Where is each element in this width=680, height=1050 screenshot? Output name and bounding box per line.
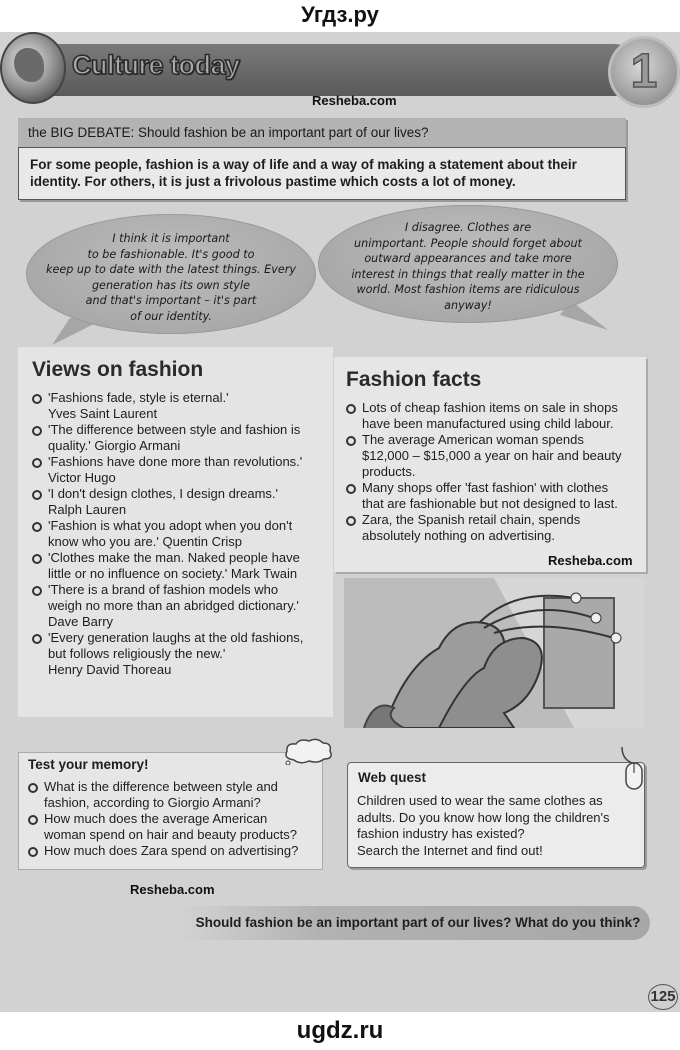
list-item: 'Fashion is what you adopt when you don't know who you are.' Quentin Crisp — [30, 518, 330, 550]
web-quest-line: Search the Internet and find out! — [357, 842, 543, 858]
list-item: What is the difference between style and fashion, according to Giorgio Armani? — [26, 779, 321, 811]
list-item: 'Every generation laughs at the old fashions, but follows religiously the new.' Henry David Thoreau — [30, 630, 330, 678]
watermark-resheba-bottom: Resheba.com — [130, 882, 215, 897]
debate-title: the BIG DEBATE: Should fashion be an important part of our lives? — [18, 118, 626, 148]
web-quest-title: Web quest — [358, 770, 427, 785]
bubble-line: and that's important – it's part — [85, 294, 257, 307]
web-quest-line: adults. Do you know how long the children's — [357, 809, 610, 825]
list-item: 'Clothes make the man. Naked people have little or no influence on society.' Mark Twain — [30, 550, 330, 582]
watermark-top: Угдз.ру — [0, 0, 680, 32]
fashion-illustration — [344, 578, 644, 728]
list-item: 'The difference between style and fashion is quality.' Giorgio Armani — [30, 422, 330, 454]
list-item: 'Fashions have done more than revolutions.' Victor Hugo — [30, 454, 330, 486]
bubble-line: outward appearances and take more — [364, 252, 572, 265]
speech-bubble-left-text — [40, 231, 302, 324]
watermark-resheba-top: Resheba.com — [312, 93, 397, 108]
list-item: How much does the average American woman spend on hair and beauty products? — [26, 811, 321, 843]
thought-cloud-icon — [282, 737, 334, 765]
watermark-resheba-mid: Resheba.com — [548, 553, 633, 568]
bubble-line: to be fashionable. It's good to — [87, 247, 255, 261]
page-title: Culture today — [72, 50, 240, 80]
bubble-line: I think it is important — [112, 232, 230, 245]
computer-mouse-icon — [618, 745, 648, 795]
unit-number-badge: 1 — [608, 36, 680, 108]
list-item: Zara, the Spanish retail chain, spends absolutely nothing on advertising. — [344, 512, 644, 544]
list-item: Lots of cheap fashion items on sale in shops have been manufactured using child labour. — [344, 400, 644, 432]
speech-bubble-right-text — [332, 220, 604, 313]
debate-intro-line: For some people, fashion is a way of life and a way of making a statement about their — [30, 157, 577, 172]
page-number: 125 — [648, 984, 678, 1010]
bubble-line: anyway! — [444, 298, 492, 312]
bubble-line: world. Most fashion items are ridiculous — [356, 283, 580, 296]
bubble-line: of our identity. — [130, 309, 212, 323]
bubble-line: keep up to date with the latest things. Every — [46, 263, 296, 276]
bubble-line: interest in things that really matter in the — [351, 267, 585, 281]
list-item: 'I don't design clothes, I design dreams.' Ralph Lauren — [30, 486, 330, 518]
debate-intro-line: identity. For others, it is just a frivolous pastime which costs a lot of money. — [30, 174, 516, 189]
bubble-line: unimportant. People should forget about — [354, 236, 582, 250]
list-item: Many shops offer 'fast fashion' with clothes that are fashionable but not designed to last. — [344, 480, 644, 512]
web-quest-text — [357, 793, 642, 859]
list-item: How much does Zara spend on advertising? — [26, 843, 321, 859]
discussion-question: Should fashion be an important part of our lives? What do you think? — [195, 915, 641, 930]
bubble-line: I disagree. Clothes are — [404, 221, 532, 234]
web-quest-line: Children used to wear the same clothes as — [357, 793, 603, 808]
views-title: Views on fashion — [32, 358, 204, 381]
watermark-bottom: ugdz.ru — [0, 1012, 680, 1050]
bubble-line: generation has its own style — [91, 278, 251, 292]
test-memory-list — [26, 779, 321, 859]
views-list — [30, 390, 330, 678]
facts-title: Fashion facts — [346, 368, 482, 391]
test-memory-title: Test your memory! — [28, 757, 149, 772]
list-item: 'Fashions fade, style is eternal.' Yves Saint Laurent — [30, 390, 330, 422]
facts-list — [344, 400, 644, 544]
web-quest-line: fashion industry has existed? — [357, 826, 525, 841]
list-item: The average American woman spends $12,000 – $15,000 a year on hair and beauty products. — [344, 432, 644, 480]
list-item: 'There is a brand of fashion models who weigh no more than an abridged dictionary.' Dave Barry — [30, 582, 330, 630]
